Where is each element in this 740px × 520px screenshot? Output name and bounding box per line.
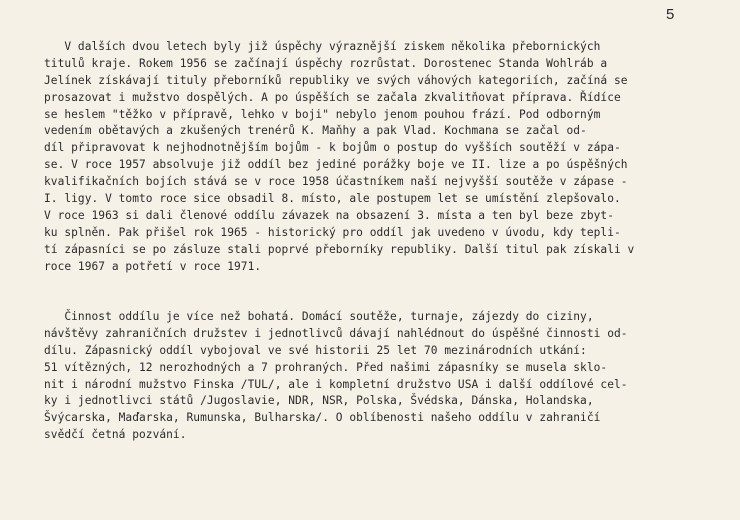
- text-line: Švýcarska, Maďarska, Rumunska, Bulharska/. O oblíbenosti našeho oddílu v zahraničí: [44, 411, 601, 425]
- text-line: I. ligy. V tomto roce sice obsadil 8. místo, ale postupem let se umístění zlepšovalo.: [44, 192, 621, 206]
- text-line: tí zápasníci se po zásluze stali poprvé přeborníky republiky. Další titul pak získali v: [44, 242, 635, 256]
- text-line: dílu. Zápasnický oddíl vybojoval ve své historii 25 let 70 mezinárodních utkání:: [44, 343, 587, 357]
- text-line: V roce 1963 si dali členové oddílu závazek na obsazení 3. místa a ten byl beze zbyt-: [44, 208, 614, 222]
- text-line: svědčí četná pozvání.: [44, 428, 187, 442]
- text-line: vedením obětavých a zkušených trenérů K. Maňhy a pak Vlad. Kochmana se začal od-: [44, 124, 587, 138]
- text-line: titulů kraje. Rokem 1956 se začínají úspěchy rozrůstat. Dorostenec Standa Wohlráb a: [44, 56, 608, 70]
- text-line: se heslem "těžko v přípravě, lehko v boji" nebylo jenom pouhou frází. Pod odborným: [44, 107, 601, 121]
- text-line: nit i národní mužstvo Finska /TUL/, ale i kompletní družstvo USA i další oddílové cel-: [44, 377, 628, 391]
- text-line: se. V roce 1957 absolvuje již oddíl bez jediné porážky boje ve II. lize a po úspěšných: [44, 158, 628, 172]
- text-line: ku splněn. Pak přišel rok 1965 - historický pro oddíl jak uvedeno v úvodu, kdy tepli-: [44, 225, 621, 239]
- text-line: V dalších dvou letech byly již úspěchy výraznější ziskem několika přebornických: [44, 40, 601, 53]
- text-line: Činnost oddílu je více než bohatá. Domácí soutěže, turnaje, zájezdy do ciziny,: [44, 310, 594, 323]
- paragraph-activities: [44, 309, 628, 444]
- text-line: návštěvy zahraničních družstev i jednotlivců dávají nahlédnout do úspěšné činnosti od-: [44, 326, 628, 340]
- text-line: Jelínek získávají tituly přeborníků republiky ve svých váhových kategoriích, začíná se: [44, 73, 628, 87]
- text-line: 51 vítězných, 12 nerozhodných a 7 prohraných. Před našimi zápasníky se musela sklo-: [44, 360, 608, 374]
- text-line: prosazovat i mužstvo dospělých. A po úspěších se začala zkvalitňovat příprava. Řídíce: [44, 90, 621, 104]
- text-line: díl připravovat k nejhodnotnějším bojům - k bojům o postup do vyšších soutěží v zápa-: [44, 141, 621, 155]
- text-line: kvalifikačních bojích stává se v roce 1958 účastníkem naší nejvyšší soutěže v zápase -: [44, 175, 628, 189]
- text-line: ky i jednotlivci států /Jugoslavie, NDR, NSR, Polska, Švédska, Dánska, Holandska,: [44, 394, 594, 408]
- page-number: 5: [666, 6, 675, 23]
- paragraph-history: [44, 39, 634, 275]
- text-line: roce 1967 a potřetí v roce 1971.: [44, 259, 262, 273]
